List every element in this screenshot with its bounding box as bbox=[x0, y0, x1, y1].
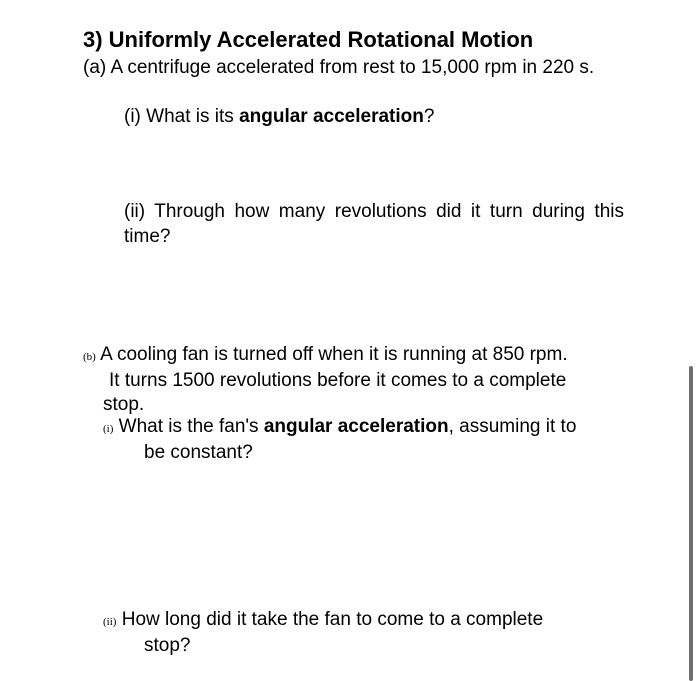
part-b-line-1: A cooling fan is turned off when it is running at 850 rpm. bbox=[100, 344, 568, 365]
vertical-scrollbar[interactable] bbox=[689, 366, 693, 681]
part-b-q1-label: (i) bbox=[103, 423, 114, 435]
part-b-q1-suffix: , assuming it to bbox=[448, 416, 577, 437]
part-a-q1-bold: angular acceleration bbox=[239, 106, 424, 127]
part-a-intro: (a) A centrifuge accelerated from rest to 15,000 rpm in 220 s. bbox=[83, 57, 595, 78]
part-b-label: (b) bbox=[83, 351, 96, 363]
part-a-q1-prefix: (i) What is its bbox=[124, 106, 240, 127]
part-b-question-i bbox=[103, 415, 633, 465]
part-a-q1-suffix: ? bbox=[423, 106, 435, 127]
part-b-intro bbox=[83, 343, 623, 417]
part-b-line-2: It turns 1500 revolutions before it comes to a complete bbox=[109, 370, 567, 391]
part-b-q1-continuation: be constant? bbox=[144, 442, 253, 463]
part-b-q2-continuation: stop? bbox=[144, 635, 191, 656]
part-a-question-ii: (ii) Through how many revolutions did it turn during this time? bbox=[124, 201, 624, 247]
part-b-q1-prefix: What is the fan's bbox=[118, 416, 264, 437]
part-b-q1-bold: angular acceleration bbox=[263, 416, 449, 437]
problem-heading: 3) Uniformly Accelerated Rotational Motion bbox=[83, 27, 534, 52]
part-b-q2-label: (ii) bbox=[103, 616, 117, 628]
part-a-question-i bbox=[124, 104, 434, 129]
part-b-line-3: stop. bbox=[103, 394, 145, 415]
part-b-question-ii bbox=[103, 608, 633, 658]
part-b-q2-text: How long did it take the fan to come to a complete bbox=[121, 609, 544, 630]
